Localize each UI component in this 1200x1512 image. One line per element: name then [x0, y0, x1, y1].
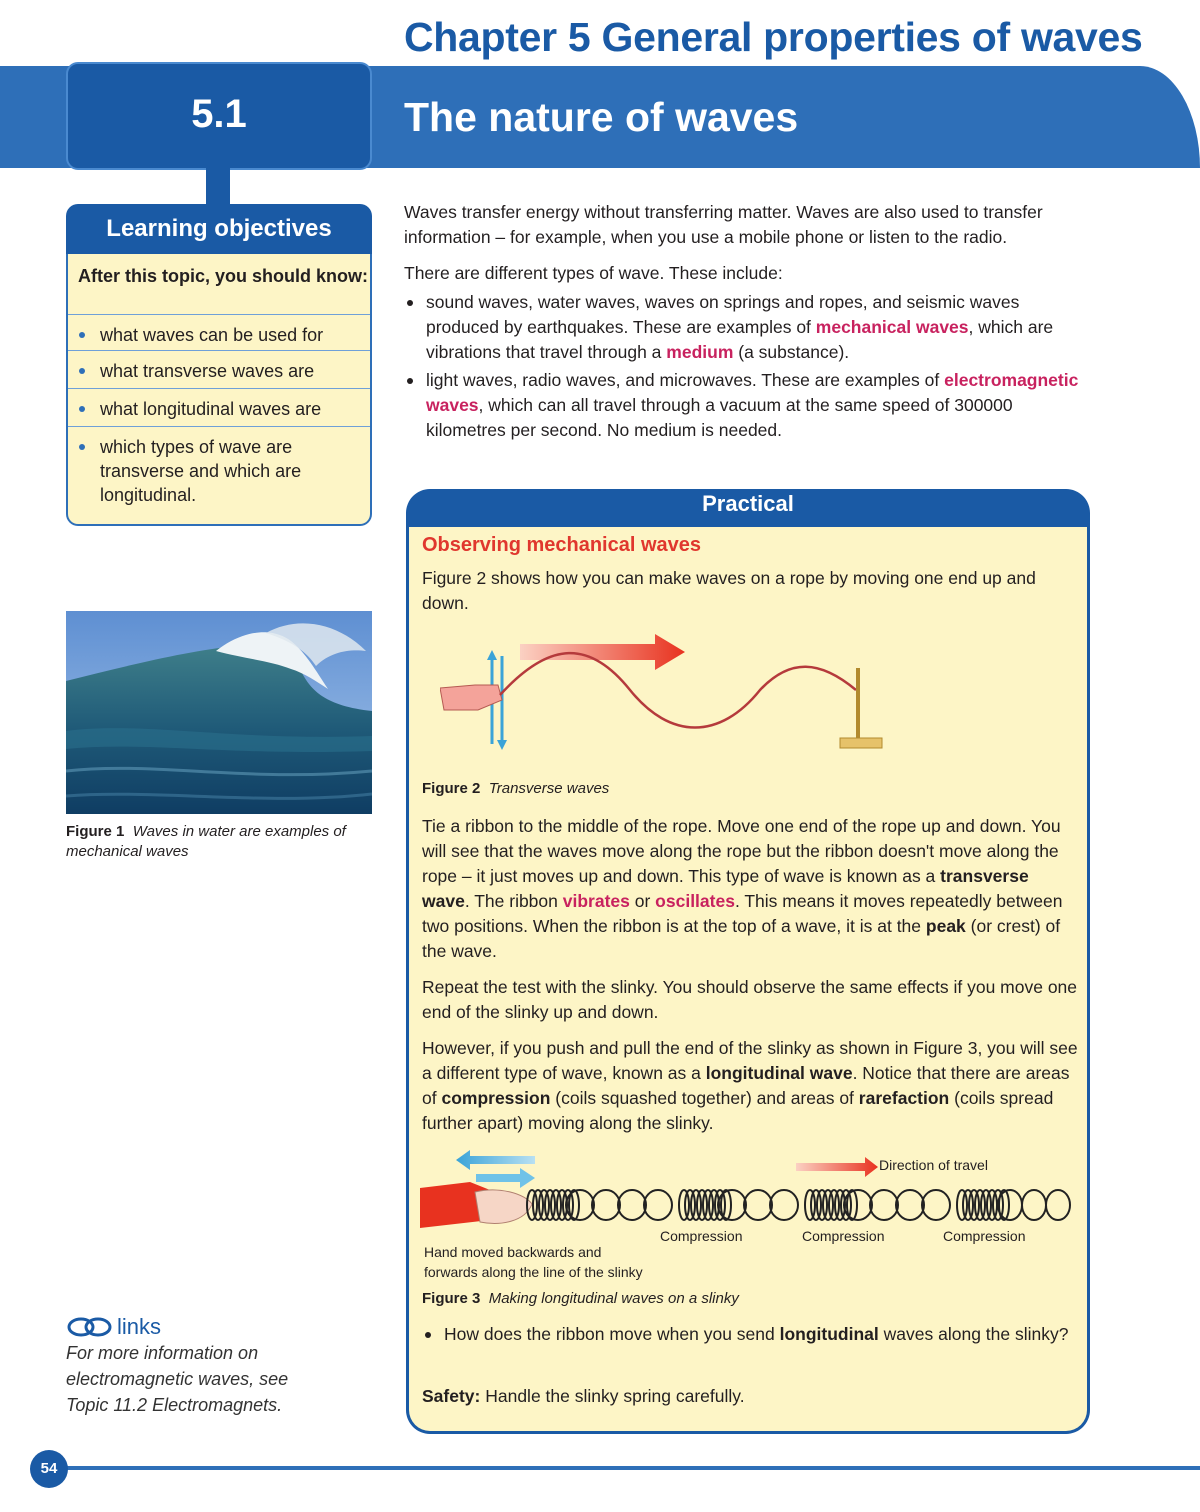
keyword: oscillates [655, 891, 735, 911]
practical-paragraph: Figure 2 shows how you can make waves on a rope by moving one end up and down. [422, 568, 1036, 613]
safety-note: Safety: Handle the slinky spring carefully. [422, 1386, 745, 1406]
bullet-icon [79, 332, 85, 338]
wave-photo [66, 611, 372, 814]
figure2-caption: Figure 2 Transverse waves [422, 780, 610, 797]
intro-paragraph: Waves transfer energy without transferring matter. Waves are also used to transfer information – for example, when you use a mobile phone or listen to the radio. [404, 202, 1043, 247]
intro-paragraph: There are different types of wave. These include: [404, 263, 783, 283]
topic-title: The nature of waves [404, 94, 799, 140]
compression-label: Compression [802, 1228, 885, 1244]
links-text: For more information on electromagnetic waves, see Topic 11.2 Electromagnets. [66, 1343, 289, 1415]
compression-label: Compression [943, 1228, 1026, 1244]
keyword: vibrates [562, 891, 630, 911]
bullet-icon [79, 368, 85, 374]
list-item: light waves, radio waves, and microwaves. These are examples of electromagnetic waves, which can all travel through a vacuum at the same speed of 300000 kilometres per second. No medium is needed. [404, 368, 1094, 443]
chapter-title: Chapter 5 General properties of waves [404, 14, 1143, 60]
practical-question: How does the ribbon move when you send longitudinal waves along the slinky? [422, 1322, 1078, 1350]
intro-text [404, 200, 1094, 446]
learning-objectives-box [66, 254, 372, 526]
objective-item: what longitudinal waves are [68, 388, 370, 426]
objective-item: what waves can be used for [68, 314, 370, 350]
practical-title: Practical [702, 491, 794, 516]
direction-label: Direction of travel [879, 1157, 988, 1173]
learning-objectives-title: Learning objectives [66, 204, 372, 254]
bullet-icon [79, 406, 85, 412]
figure3-caption: Figure 3 Making longitudinal waves on a slinky [422, 1290, 739, 1307]
figure2-diagram [440, 630, 890, 750]
page-number: 54 [30, 1450, 68, 1488]
arrow-right-icon [796, 1157, 878, 1177]
topic-number: 5.1 [191, 92, 247, 136]
objective-item: what transverse waves are [68, 350, 370, 388]
learning-objectives-intro: After this topic, you should know: [78, 266, 368, 286]
list-item: sound waves, water waves, waves on springs and ropes, and seismic waves produced by earthquakes. These are examples of mechanical waves, which are vibrations that travel through a medium (a substance). [404, 290, 1094, 365]
objective-item: which types of wave are transverse and which are longitudinal. [68, 426, 370, 522]
compression-label: Compression [660, 1228, 743, 1244]
practical-paragraph: Tie a ribbon to the middle of the rope. Move one end of the rope up and down. You will see that the waves move along the rope but the ribbon doesn't move along the rope – it just moves up and down. This type of wave is known as a transverse wave. The ribbon vibrates or oscillates. This means it moves repeatedly between two positions. When the ribbon is at the top of a wave, it is at the peak (or crest) of the wave. Repeat the test with the slinky. You should observe the same effects if you move one end of the slinky up and down. However, if you push and pull the end of the slinky as shown in Figure 3, you will see a different type of wave, known as a longitudinal wave. Notice that there are areas of compression (coils squashed together) and areas of rarefaction (coils spread further apart) moving along the slinky. [422, 816, 1078, 1133]
figure1-caption: Figure 1 Waves in water are examples of mechanical waves [66, 823, 346, 860]
bullet-icon [79, 444, 85, 450]
footer-rule [66, 1466, 1200, 1470]
keyword: medium [666, 342, 734, 362]
keyword: mechanical waves [815, 317, 969, 337]
practical-heading: Observing mechanical waves [422, 534, 702, 556]
hand-label: Hand moved backwards and forwards along the line of the slinky [424, 1244, 643, 1280]
connector [206, 166, 230, 206]
links-label: links [117, 1314, 162, 1339]
links-icon [66, 1316, 114, 1338]
keyword: electromagnetic waves [426, 370, 1079, 415]
